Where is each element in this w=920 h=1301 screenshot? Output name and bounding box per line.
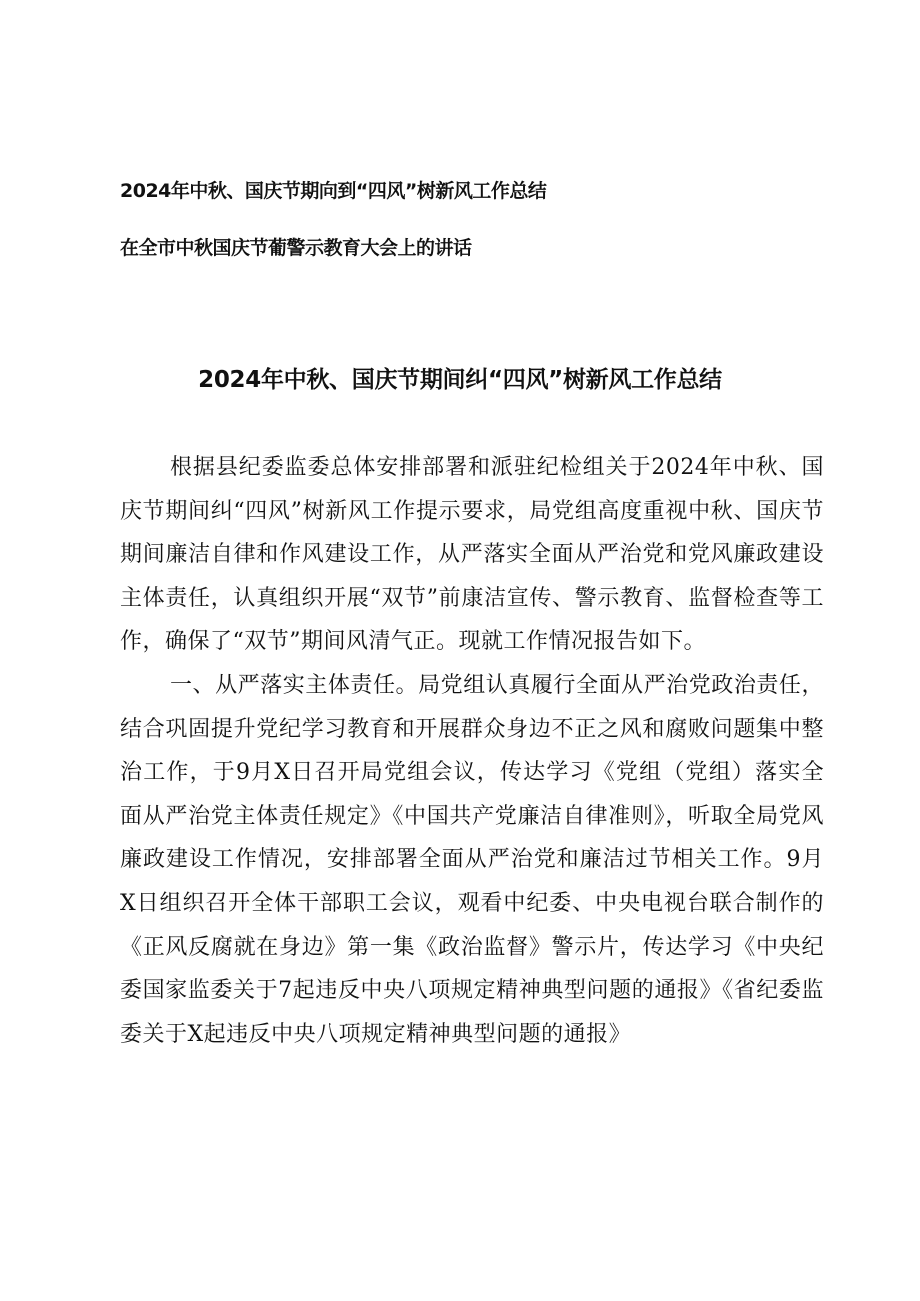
paragraph-intro: 根据县纪委监委总体安排部署和派驻纪检组关于2024年中秋、国庆节期间纠“四风”树新风工作提示要求，局党组高度重视中秋、国庆节期间廉洁自律和作风建设工作，从严落实全面从严治党和党风廉政建设主体责任，认真组织开展“双节”前康洁宣传、警示教育、监督检查等工作，确保了“双节”期间风清气正。现就工作情况报告如下。 [120,455,824,655]
document-title: 2024年中秋、国庆节期间纠“四风”树新风工作总结 [198,367,722,393]
toc-entry-1: 2024年中秋、国庆节期向到“四风”树新风工作总结 [120,180,547,202]
toc-entry-2: 在全市中秋国庆节葡警示教育大会上的讲话 [120,237,472,259]
document-body [120,446,824,1056]
paragraph-section-1: 一、从严落实主体责任。局党组认真履行全面从严治党政治责任，结合巩固提升党纪学习教育和开展群众身边不正之风和腐败问题集中整治工作，于9月X日召开局党组会议，传达学习《党组（党组）落实全面从严治党主体责任规定》《中国共产党廉洁自律准则》，听取全局党风廉政建设工作情况，安排部署全面从严治党和廉洁过节相关工作。9月X日组织召开全体干部职工会议，观看中纪委、中央电视台联合制作的《正风反腐就在身边》第一集《政治监督》警示片，传达学习《中央纪委国家监委关于7起违反中央八项规定精神典型问题的通报》《省纪委监委关于X起违反中央八项规定精神典型问题的通报》 [120,672,824,1047]
